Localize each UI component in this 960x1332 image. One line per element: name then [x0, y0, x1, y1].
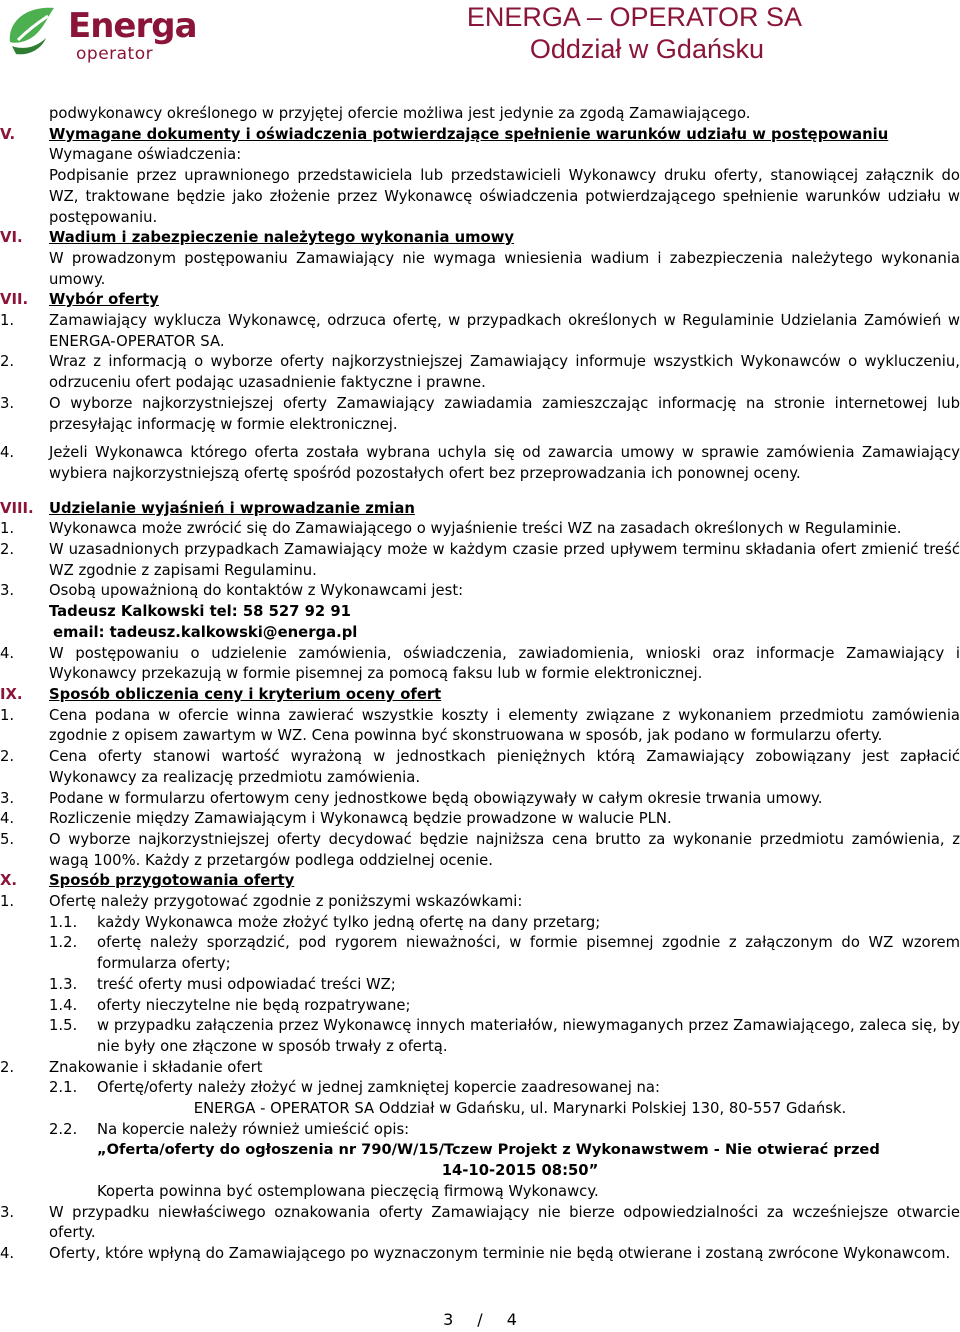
- section-title: Sposób przygotowania oferty: [49, 872, 295, 890]
- paragraph: Podpisanie przez uprawnionego przedstawiciela lub przedstawicieli Wykonawcy druku oferty, stanowiącej załącznik do WZ, traktowane będzie jako złożenie przez Wykonawcę oświadczenia potwierdzającego spełnienie warunków udziału w postępowaniu.: [49, 167, 960, 226]
- item-number: 4.: [0, 810, 15, 828]
- item-number: 3.: [0, 789, 15, 807]
- section-heading: [0, 228, 960, 249]
- item-number: 4.: [0, 444, 15, 462]
- item-number: 1.: [0, 520, 15, 538]
- item-text: Podane w formularzu ofertowym ceny jednostkowe będą obowiązywały w całym okresie trwania umowy.: [49, 789, 823, 807]
- item-number: 4.: [0, 644, 15, 662]
- section-heading: [0, 685, 960, 706]
- item-number: 1.: [0, 312, 15, 330]
- item-text: Cena oferty stanowi wartość wyrażoną w jednostkach pieniężnych którą Zamawiający zobowiązany jest zapłacić Wykonawcy za realizację przedmiotu zamówienia.: [49, 748, 960, 786]
- item-text: W uzasadnionych przypadkach Zamawiający może w każdym czasie przed upływem terminu składania ofert zmienić treść WZ zgodnie z zapisami Regulaminu.: [49, 541, 960, 579]
- section-number: VIII.: [0, 499, 34, 517]
- item-text: oferty nieczytelne nie będą rozpatrywane;: [97, 996, 411, 1014]
- item-text: Cena podana w ofercie winna zawierać wszystkie koszty i elementy związane z wykonaniem przedmiotu zamówienia zgodnie z opisem zawartym w WZ. Cena powinna być skonstruowana w sposób, jak podano w formularzu oferty.: [49, 706, 960, 745]
- sub-list-item: [0, 1078, 960, 1099]
- list-item: [0, 352, 960, 393]
- document-body: [0, 104, 960, 1265]
- page-separator: /: [477, 1310, 483, 1329]
- item-text: Wykonawca może zwrócić się do Zamawiającego o wyjaśnienie treści WZ na zasadach określonych w Regulaminie.: [49, 520, 902, 538]
- list-item: [0, 1203, 960, 1244]
- item-text: Jeżeli Wykonawca którego oferta została wybrana uchyla się od zawarcia umowy w sprawie zamówienia Zamawiający wybiera najkorzystniejszą ofertę spośród pozostałych ofert bez przeprowadzania ich ponownej oceny.: [49, 444, 960, 482]
- list-item: [0, 706, 960, 747]
- paragraph: Wymagane oświadczenia:: [49, 146, 242, 164]
- section-number: V.: [0, 125, 16, 143]
- list-item: [0, 644, 960, 685]
- item-text: treść oferty musi odpowiadać treści WZ;: [97, 975, 396, 993]
- list-item: [0, 809, 960, 830]
- section-number: VI.: [0, 229, 23, 247]
- item-text: O wyborze najkorzystniejszej oferty decydować będzie najniższa cena brutto za wykonanie przedmiotu zamówienia, z wagą 100%. Każdy z przetargów podlega oddzielnej ocenie.: [49, 830, 960, 869]
- sub-list-item: [0, 1120, 960, 1141]
- header-title: ENERGA – OPERATOR SA: [466, 2, 802, 32]
- section-title: Wymagane dokumenty i oświadczenia potwierdzające spełnienie warunków udziału w postępowaniu: [49, 125, 889, 143]
- section-number: X.: [0, 872, 18, 890]
- list-item: [0, 311, 960, 352]
- envelope-date: 14-10-2015 08:50”: [441, 1162, 599, 1180]
- item-number: 1.: [0, 706, 15, 724]
- section-heading: [0, 290, 960, 311]
- item-number: 3.: [0, 1203, 15, 1221]
- logo-subtitle: operator: [76, 44, 154, 64]
- contact-email: email: tadeusz.kalkowski@energa.pl: [53, 623, 358, 641]
- item-text: Wraz z informacją o wyborze oferty najkorzystniejszej Zamawiający informuje wszystkich Wykonawców o wykluczeniu, odrzuceniu ofert podając uzasadnienie faktyczne i prawne.: [49, 353, 960, 392]
- item-number: 1.2.: [49, 934, 78, 952]
- item-number: 4.: [0, 1244, 15, 1262]
- item-number: 2.1.: [49, 1079, 78, 1097]
- list-item: [0, 519, 960, 540]
- section-title: Udzielanie wyjaśnień i wprowadzanie zmian: [49, 499, 415, 517]
- page-header: [0, 0, 960, 80]
- section-heading: [0, 871, 960, 892]
- item-number: 5.: [0, 830, 15, 848]
- item-text: Ofertę należy przygotować zgodnie z poniższymi wskazówkami:: [49, 893, 523, 911]
- item-text: każdy Wykonawca może złożyć tylko jedną ofertę na dany przetarg;: [97, 913, 601, 931]
- list-item: [0, 1244, 960, 1265]
- item-number: 1.1.: [49, 913, 78, 931]
- list-item: [0, 747, 960, 788]
- energa-leaf-icon: [4, 2, 68, 62]
- section-title: Wybór oferty: [49, 291, 159, 309]
- item-text: Zamawiający wyklucza Wykonawcę, odrzuca ofertę, w przypadkach określonych w Regulaminie Udzielania Zamówień w ENERGA-OPERATOR SA.: [49, 312, 960, 350]
- item-number: 1.4.: [49, 996, 78, 1014]
- item-number: 1.5.: [49, 1017, 78, 1035]
- item-text: Ofertę/oferty należy złożyć w jednej zamkniętej kopercie zaadresowanej na:: [97, 1079, 660, 1097]
- item-number: 2.: [0, 541, 15, 559]
- section-heading: [0, 125, 960, 146]
- page-total: 4: [506, 1310, 517, 1329]
- section-title: Wadium i zabezpieczenie należytego wykonania umowy: [49, 229, 515, 247]
- address: ENERGA - OPERATOR SA Oddział w Gdańsku, ul. Marynarki Polskiej 130, 80-557 Gdańsk.: [193, 1100, 847, 1118]
- header-subtitle: Oddział w Gdańsku: [529, 34, 764, 64]
- page-number: 3: [443, 1310, 454, 1329]
- logo-name: Energa: [68, 6, 197, 46]
- item-text: Rozliczenie między Zamawiającym i Wykonawcą będzie prowadzone w walucie PLN.: [49, 810, 672, 828]
- item-number: 2.: [0, 1058, 15, 1076]
- sub-list-item: [0, 1016, 960, 1057]
- list-item: [0, 394, 960, 435]
- contact-person: Tadeusz Kalkowski tel: 58 527 92 91: [49, 603, 351, 621]
- item-number: 3.: [0, 582, 15, 600]
- sub-list-item: [0, 933, 960, 974]
- list-item: [0, 540, 960, 581]
- item-number: 3.: [0, 394, 15, 412]
- item-text: Na kopercie należy również umieścić opis:: [97, 1120, 410, 1138]
- item-text: W postępowaniu o udzielenie zamówienia, oświadczenia, zawiadomienia, wnioski oraz informacje Zamawiający i Wykonawcy przekazują w formie pisemnej za pomocą faksu lub w formie elektronicznej.: [49, 644, 960, 683]
- list-item: [0, 789, 960, 810]
- item-text: O wyborze najkorzystniejszej oferty Zamawiający zawiadamia zamieszczając informację na stronie internetowej lub przesyłając informację w formie elektronicznej.: [49, 394, 960, 433]
- section-number: IX.: [0, 685, 23, 703]
- item-number: 2.2.: [49, 1120, 78, 1138]
- item-number: 1.3.: [49, 975, 78, 993]
- list-item: [0, 892, 960, 913]
- list-item: [0, 443, 960, 484]
- list-item: [0, 1058, 960, 1079]
- item-text: ofertę należy sporządzić, pod rygorem nieważności, w formie pisemnej zgodnie z załączonym do WZ wzorem formularza oferty;: [97, 934, 960, 973]
- paragraph: W prowadzonym postępowaniu Zamawiający nie wymaga wniesienia wadium i zabezpieczenia należytego wykonania umowy.: [49, 249, 960, 288]
- section-heading: [0, 499, 960, 520]
- list-item: [0, 581, 960, 602]
- paragraph: podwykonawcy określonego w przyjętej ofercie możliwa jest jedynie za zgodą Zamawiającego.: [49, 105, 751, 122]
- item-text: Osobą upoważnioną do kontaktów z Wykonawcami jest:: [49, 582, 464, 600]
- page-footer: [0, 1310, 960, 1329]
- section-number: VII.: [0, 291, 29, 309]
- sub-list-item: [0, 913, 960, 934]
- sub-list-item: [0, 996, 960, 1017]
- item-text: Oferty, które wpłyną do Zamawiającego po wyznaczonym terminie nie będą otwierane i zostaną zwrócone Wykonawcom.: [49, 1244, 951, 1262]
- item-text: w przypadku załączenia przez Wykonawcę innych materiałów, niewymaganych przez Zamawiającego, zaleca się, by nie były one złączone w sposób trwały z ofertą.: [97, 1017, 960, 1055]
- item-number: 1.: [0, 893, 15, 911]
- list-item: [0, 830, 960, 871]
- item-text: W przypadku niewłaściwego oznakowania oferty Zamawiający nie bierze odpowiedzialności za wcześniejsze otwarcie oferty.: [49, 1203, 960, 1242]
- sub-list-item: [0, 975, 960, 996]
- item-number: 2.: [0, 748, 15, 766]
- section-title: Sposób obliczenia ceny i kryterium oceny ofert: [49, 685, 442, 703]
- stamp-note: Koperta powinna być ostemplowana pieczęcią firmową Wykonawcy.: [97, 1182, 599, 1200]
- item-number: 2.: [0, 353, 15, 371]
- envelope-description: „Oferta/oferty do ogłoszenia nr 790/W/15/Tczew Projekt z Wykonawstwem - Nie otwierać przed: [97, 1141, 880, 1159]
- energa-logo: [4, 2, 204, 70]
- item-text: Znakowanie i składanie ofert: [49, 1058, 263, 1076]
